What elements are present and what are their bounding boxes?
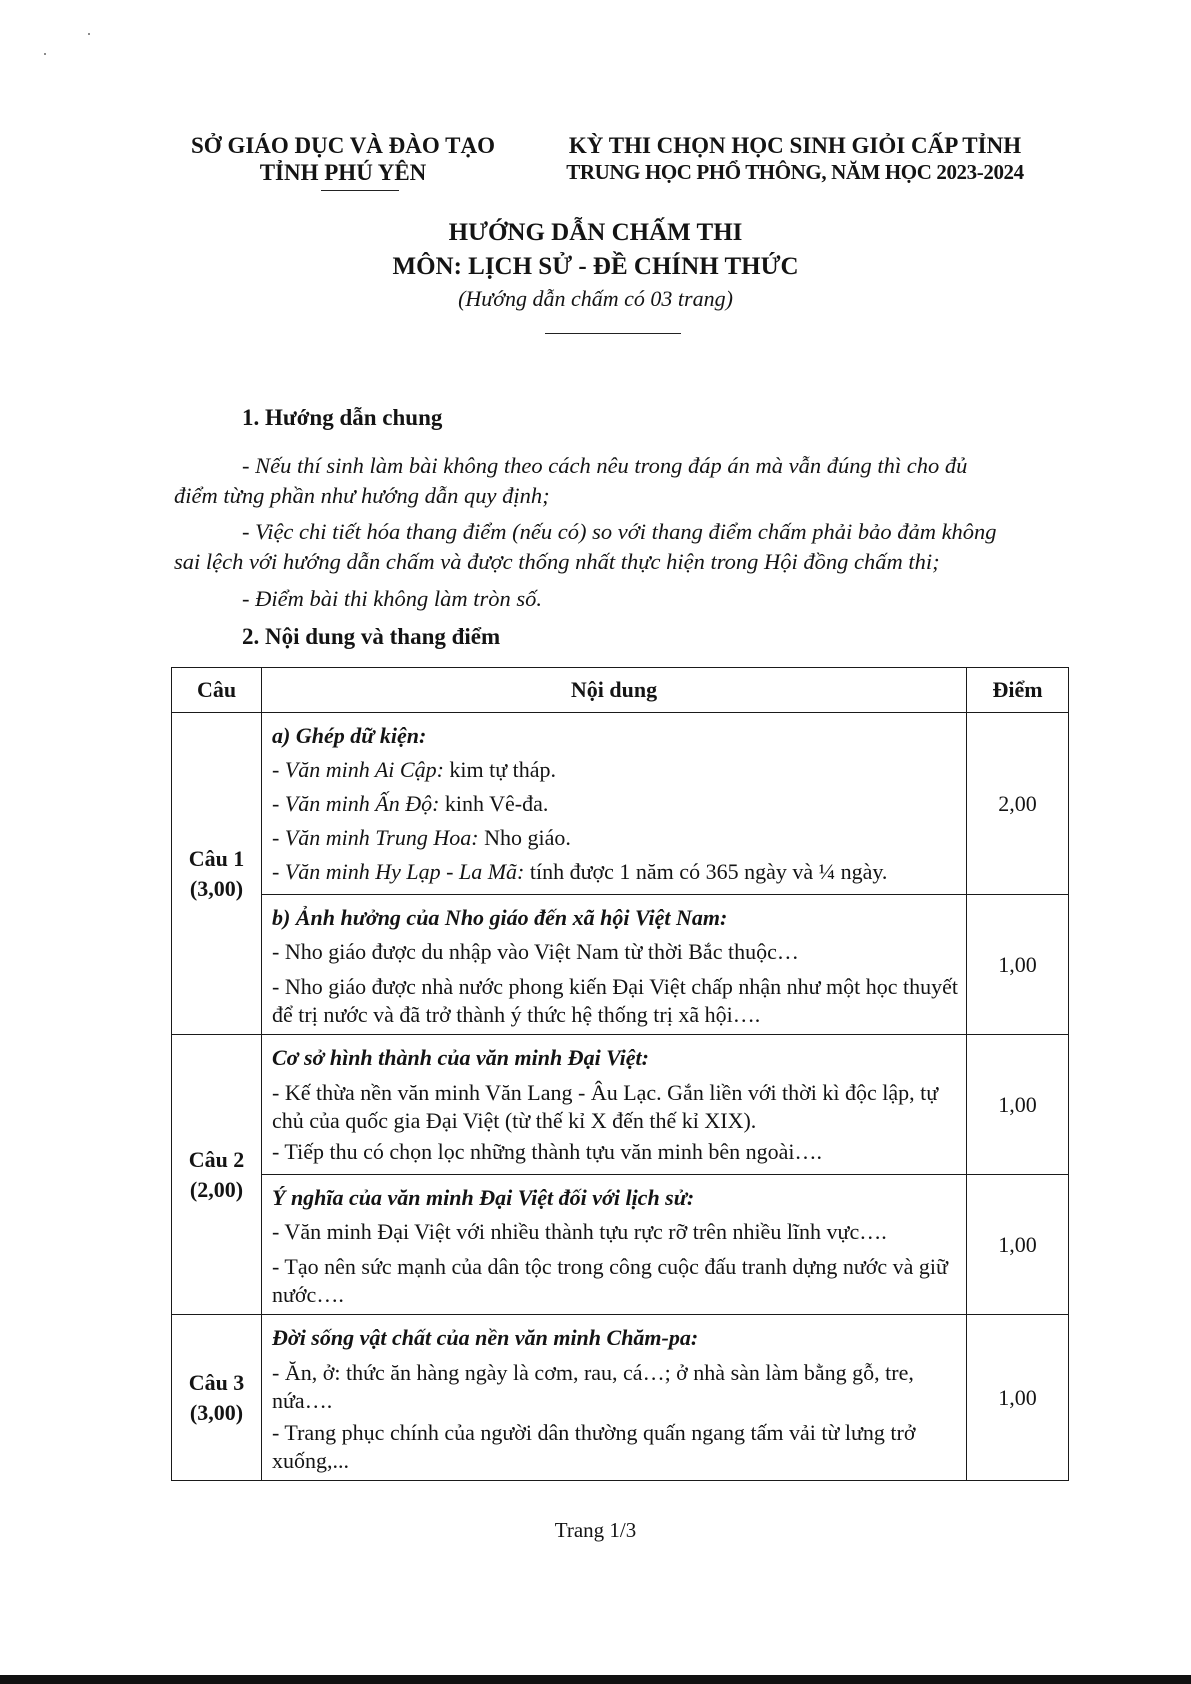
table-row xyxy=(172,895,1069,1035)
content-line: - Trang phục chính của người dân thường quấn ngang tấm vải từ lưng trở xuống,... xyxy=(272,1420,916,1473)
general-item-2: - Việc chi tiết hóa thang điểm (nếu có) so với thang điểm chấm phải bảo đảm không sai lệch với hướng dẫn chấm và được thống nhất thực hiện trong Hội đồng chấm thi; xyxy=(174,519,997,574)
content-line: - Văn minh Đại Việt với nhiều thành tựu rực rỡ trên nhiều lĩnh vực…. xyxy=(272,1219,887,1244)
content-line: - Văn minh Hy Lạp - La Mã: tính được 1 năm có 365 ngày và ¼ ngày. xyxy=(272,859,888,884)
question-points: (3,00) xyxy=(189,875,244,901)
question-cell xyxy=(172,1315,262,1481)
content-heading-line: b) Ảnh hưởng của Nho giáo đến xã hội Việt Nam: xyxy=(272,905,728,930)
content-line: - Văn minh Trung Hoa: Nho giáo. xyxy=(272,825,571,850)
score-cell: 1,00 xyxy=(967,1035,1069,1175)
content-heading-line: Cơ sở hình thành của văn minh Đại Việt: xyxy=(272,1045,649,1070)
title-divider xyxy=(545,333,681,334)
issuer-province: TỈNH PHÚ YÊN xyxy=(259,160,427,185)
content-line: - Tạo nên sức mạnh của dân tộc trong công cuộc đấu tranh dựng nước và giữ nước…. xyxy=(272,1254,948,1307)
table-row xyxy=(172,713,1069,895)
content-cell xyxy=(262,1315,967,1481)
exam-block xyxy=(535,132,1055,186)
col-header-question: Câu xyxy=(172,668,262,713)
exam-year: TRUNG HỌC PHỔ THÔNG, NĂM HỌC 2023-2024 xyxy=(566,160,1024,184)
content-line: - Nho giáo được nhà nước phong kiến Đại Việt chấp nhận như một học thuyết để trị nước và đã trở thành ý thức hệ thống trị xã hội…. xyxy=(272,974,958,1027)
general-heading: 1. Hướng dẫn chung xyxy=(242,405,443,430)
content-cell xyxy=(262,1175,967,1315)
content-line: - Văn minh Ấn Độ: kinh Vê-đa. xyxy=(272,791,549,816)
content-line: - Văn minh Ai Cập: kim tự tháp. xyxy=(272,757,557,782)
issuer-department: SỞ GIÁO DỤC VÀ ĐÀO TẠO xyxy=(191,133,495,158)
table-row xyxy=(172,1035,1069,1175)
question-points: (2,00) xyxy=(189,1176,244,1202)
col-header-content: Nội dung xyxy=(262,668,967,713)
content-cell xyxy=(262,1035,967,1175)
question-cell xyxy=(172,1035,262,1315)
score-cell: 1,00 xyxy=(967,1175,1069,1315)
score-cell: 2,00 xyxy=(967,713,1069,895)
content-cell xyxy=(262,713,967,895)
content-heading-line: Ý nghĩa của văn minh Đại Việt đối với lịch sử: xyxy=(272,1185,695,1210)
issuer-underline xyxy=(321,190,399,191)
content-line: - Tiếp thu có chọn lọc những thành tựu văn minh bên ngoài…. xyxy=(272,1139,822,1164)
question-label: Câu 3 xyxy=(188,1369,245,1395)
table-row xyxy=(172,1175,1069,1315)
score-cell: 1,00 xyxy=(967,1315,1069,1481)
scan-speck xyxy=(88,33,90,35)
question-cell xyxy=(172,713,262,1035)
content-line: - Kế thừa nền văn minh Văn Lang - Âu Lạc. Gắn liền với thời kì độc lập, tự chủ của quốc gia Đại Việt (từ thế kỉ X đến thế kỉ XIX). xyxy=(272,1080,939,1133)
content-heading-line: a) Ghép dữ kiện: xyxy=(272,723,427,748)
content-cell xyxy=(262,895,967,1035)
content-heading: 2. Nội dung và thang điểm xyxy=(242,624,501,649)
page-number: Trang 1/3 xyxy=(554,1518,637,1542)
scan-edge xyxy=(0,1675,1191,1684)
general-item-3: - Điểm bài thi không làm tròn số. xyxy=(242,586,542,611)
table-row xyxy=(172,1315,1069,1481)
doc-page-note: (Hướng dẫn chấm có 03 trang) xyxy=(458,286,733,311)
content-heading-line: Đời sống vật chất của nền văn minh Chăm-pa: xyxy=(272,1325,699,1350)
score-cell: 1,00 xyxy=(967,895,1069,1035)
scan-speck xyxy=(44,53,46,55)
col-header-score: Điểm xyxy=(967,668,1069,713)
scoring-table xyxy=(171,667,1069,1481)
content-line: - Ăn, ở: thức ăn hàng ngày là cơm, rau, cá…; ở nhà sàn làm bằng gỗ, tre, nứa…. xyxy=(272,1360,914,1413)
doc-subject: MÔN: LỊCH SỬ - ĐỀ CHÍNH THỨC xyxy=(392,253,799,280)
issuer-block xyxy=(183,132,503,186)
content-line: - Nho giáo được du nhập vào Việt Nam từ thời Bắc thuộc… xyxy=(272,939,799,964)
question-points: (3,00) xyxy=(189,1399,244,1425)
question-label: Câu 1 xyxy=(188,845,245,871)
exam-name: KỲ THI CHỌN HỌC SINH GIỎI CẤP TỈNH xyxy=(568,133,1022,158)
table-header-row xyxy=(172,668,1069,713)
general-item-1: - Nếu thí sinh làm bài không theo cách nêu trong đáp án mà vẫn đúng thì cho đủ điểm từng phần như hướng dẫn quy định; xyxy=(174,453,968,508)
doc-title: HƯỚNG DẪN CHẤM THI xyxy=(448,219,743,246)
question-label: Câu 2 xyxy=(188,1146,245,1172)
